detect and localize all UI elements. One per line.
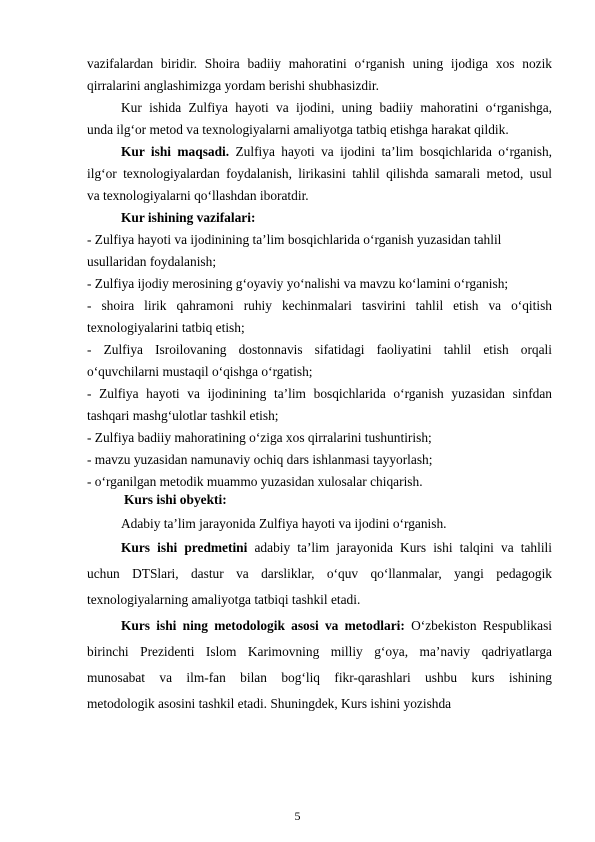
text-line [87, 644, 552, 659]
text-line [87, 566, 552, 581]
body-text: - Zulfiya Isroilovaning dostonnavis sifatidagi faoliyatini tahlil etish orqali [87, 342, 552, 357]
body-text: o‘quvchilarni mustaqil o‘qishga o‘rgatish; [87, 364, 313, 379]
body-text: munosabat va ilm-fan bilan bog‘liq fikr-qarashlari ushbu kurs ishining [87, 670, 552, 685]
body-text: usullaridan foydalanish; [87, 254, 217, 269]
body-text: unda ilg‘or metod va texnologiyalarni amaliyotga tatbiq etishga harakat qildik. [87, 122, 509, 137]
text-line [121, 618, 552, 633]
body-text: - Zulfiya badiiy mahoratining o‘ziga xos qirralarini tushuntirish; [87, 430, 432, 445]
text-line [87, 408, 552, 423]
text-line [87, 56, 552, 71]
text-line [87, 670, 552, 685]
text-line [87, 364, 552, 379]
bold-heading-text: Kur ishi maqsadi. [121, 144, 230, 159]
body-text: qirralarini anglashimizga yordam berishi shubhasizdir. [87, 78, 379, 93]
bold-heading-text: Kurs ishi predmetini [121, 540, 248, 555]
text-line [87, 696, 552, 711]
body-text: texnologiyalarini tatbiq etish; [87, 320, 245, 335]
text-line [121, 100, 552, 115]
body-text: - Zulfiya ijodiy merosining g‘oyaviy yo‘nalishi va mavzu ko‘lamini o‘rganish; [87, 276, 509, 291]
text-line [87, 592, 552, 607]
text-line [87, 276, 552, 291]
body-text: - Zulfiya hayoti va ijodinining ta’lim bosqichlarida o‘rganish yuzasidan tahlil [87, 232, 502, 247]
text-line [87, 430, 552, 445]
page-number: 5 [294, 809, 301, 823]
text-line [121, 144, 552, 159]
text-line [87, 122, 552, 137]
text-line [121, 210, 552, 225]
text-line [87, 474, 552, 489]
text-line [87, 452, 552, 467]
body-text: metodologik asosini tashkil etadi. Shuningdek, Kurs ishini yozishda [87, 696, 452, 711]
body-text: Zulfiya hayoti va ijodini ta’lim bosqichlarida o‘rganish, [229, 144, 552, 159]
text-line [124, 492, 552, 507]
text-line [87, 188, 552, 203]
bold-heading-text: Kurs ishi ning metodologik asosi va metodlari: [121, 618, 405, 633]
text-line [121, 516, 552, 531]
text-line [87, 232, 552, 247]
body-text: uchun DTSlari, dastur va darsliklar, o‘quv qo‘llanmalar, yangi pedagogik [87, 566, 552, 581]
body-text: - Zulfiya hayoti va ijodinining ta’lim bosqichlarida o‘rganish yuzasidan sinfdan [87, 386, 552, 401]
body-text: birinchi Prezidenti Islom Karimovning milliy g‘oya, ma’naviy qadriyatlarga [87, 644, 552, 659]
body-text: va texnologiyalarni qo‘llashdan iboratdir. [87, 188, 309, 203]
text-line [87, 298, 552, 313]
body-text: tashqari mashg‘ulotlar tashkil etish; [87, 408, 279, 423]
text-line [87, 78, 552, 93]
text-line [121, 540, 552, 555]
text-line [87, 254, 552, 269]
body-text: Kur ishida Zulfiya hayoti va ijodini, uning badiiy mahoratini o‘rganishga, [121, 100, 552, 115]
text-line [87, 166, 552, 181]
text-line [87, 320, 552, 335]
body-text: adabiy ta’lim jarayonida Kurs ishi talqini va tahlili [247, 540, 552, 555]
text-line [87, 386, 552, 401]
body-text: - mavzu yuzasidan namunaviy ochiq dars ishlanmasi tayyorlash; [87, 452, 433, 467]
body-text: texnologiyalarning amaliyotga tatbiqi tashkil etadi. [87, 592, 361, 607]
body-text: Adabiy ta’lim jarayonida Zulfiya hayoti va ijodini o‘rganish. [121, 516, 447, 531]
body-text: vazifalardan biridir. Shoira badiiy mahoratini o‘rganish uning ijodiga xos nozik [87, 56, 552, 71]
body-text: ilg‘or texnologiyalardan foydalanish, lirikasini tahlil qilishda samarali metod, usul [87, 166, 552, 181]
text-line [87, 342, 552, 357]
body-text: - shoira lirik qahramoni ruhiy kechinmalari tasvirini tahlil etish va o‘qitish [87, 298, 552, 313]
body-text: - o‘rganilgan metodik muammo yuzasidan xulosalar chiqarish. [87, 474, 423, 489]
bold-heading-text: Kurs ishi obyekti: [124, 492, 227, 507]
bold-heading-text: Kur ishining vazifalari: [121, 210, 256, 225]
body-text: O‘zbekiston Respublikasi [404, 618, 552, 633]
